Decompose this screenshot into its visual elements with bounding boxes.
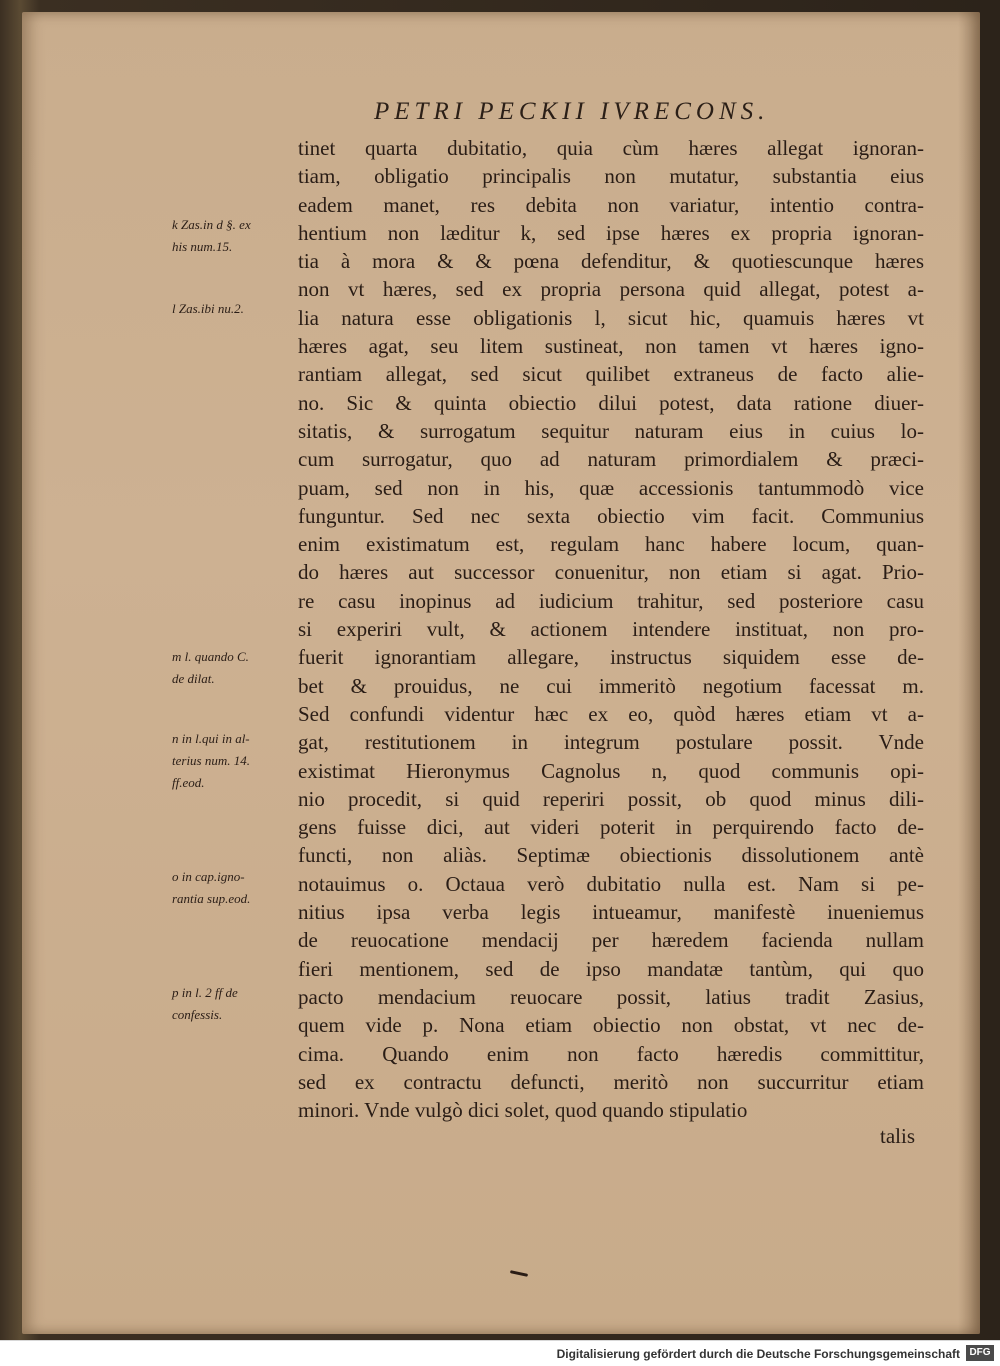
text-line: sed ex contractu defuncti, meritò non succurritur etiam [298, 1069, 924, 1094]
running-head: PETRI PECKII IVRECONS. [374, 98, 770, 125]
text-line: do hæres aut successor conuenitur, non etiam si agat. Prio- [298, 560, 924, 585]
margin-note-line: his num.15. [172, 239, 233, 254]
margin-note-o [172, 866, 308, 910]
margin-note-line: l Zas.ibi nu.2. [172, 301, 244, 316]
body-text [298, 134, 924, 1124]
text-line: cum surrogatur, quo ad naturam primordialem & præci- [298, 447, 924, 472]
margin-note-line: k Zas.in d §. ex [172, 217, 251, 232]
text-line: nio procedit, si quid reperiri possit, ob quod minus dili- [298, 786, 924, 811]
margin-note-l [172, 298, 308, 320]
text-line: de reuocatione mendacij per hæredem facienda nullam [298, 928, 924, 953]
margin-note-k [172, 214, 308, 258]
footer-bar [0, 1340, 1000, 1366]
text-line: cima. Quando enim non facto hæredis committitur, [298, 1041, 924, 1066]
margin-note-m [172, 646, 308, 690]
footer-credit: Digitalisierung gefördert durch die Deutsche Forschungsgemeinschaft [556, 1347, 960, 1361]
text-line: funguntur. Sed nec sexta obiectio vim facit. Communius [298, 503, 924, 528]
margin-note-line: terius num. 14. [172, 753, 250, 768]
text-line: hæres agat, seu litem sustineat, non tamen vt hæres igno- [298, 334, 924, 359]
text-line: quem vide p. Nona etiam obiectio non obstat, vt nec de- [298, 1013, 924, 1038]
margin-note-line: rantia sup.eod. [172, 891, 251, 906]
text-line: lia natura esse obligationis l, sicut hic, quamuis hæres vt [298, 305, 924, 330]
margin-note-line: o in cap.igno- [172, 869, 245, 884]
text-line: non vt hæres, sed ex propria persona quid allegat, potest a- [298, 277, 924, 302]
text-line: enim existimatum est, regulam hanc habere locum, quan- [298, 532, 924, 557]
text-line: tia à mora & & pœna defenditur, & quotiescunque hæres [298, 249, 924, 274]
text-line: Sed confundi videntur hæc ex eo, quòd hæres etiam vt a- [298, 701, 924, 726]
text-line: pacto mendacium reuocare possit, latius tradit Zasius, [298, 984, 924, 1009]
margin-note-line: p in l. 2 ff de [172, 985, 238, 1000]
text-line: functi, non aliàs. Septimæ obiectionis dissolutionem antè [298, 843, 924, 868]
text-line: sitatis, & surrogatum sequitur naturam eius in cuius lo- [298, 418, 924, 443]
text-line: hentium non læditur k, sed ipse hæres ex propria ignoran- [298, 220, 924, 245]
margin-note-line: ff.eod. [172, 775, 205, 790]
text-line: bet & prouidus, ne cui immeritò negotium facessat m. [298, 673, 924, 698]
text-line: notauimus o. Octaua verò dubitatio nulla est. Nam si pe- [298, 871, 924, 896]
text-line: gat, restitutionem in integrum postulare possit. Vnde [298, 730, 924, 755]
dfg-logo-icon: DFG [966, 1345, 994, 1361]
margin-note-line: confessis. [172, 1007, 223, 1022]
text-line: puam, sed non in his, quæ accessionis tantummodò vice [298, 475, 924, 500]
margin-note-n [172, 728, 308, 794]
margin-note-p [172, 982, 308, 1026]
text-line: si experiri vult, & actionem intendere instituat, non pro- [298, 617, 924, 642]
text-line: re casu inopinus ad iudicium trahitur, sed posteriore casu [298, 588, 924, 613]
text-line: fuerit ignorantiam allegare, instructus siquidem esse de- [298, 645, 924, 670]
margin-note-line: m l. quando C. [172, 649, 249, 664]
catchword: talis [880, 1124, 915, 1148]
text-line: nitius ipsa verba legis intueamur, manifestè inueniemus [298, 900, 924, 925]
text-line: no. Sic & quinta obiectio dilui potest, data ratione diuer- [298, 390, 924, 415]
margin-note-line: de dilat. [172, 671, 215, 686]
text-line: gens fuisse dici, aut videri poterit in perquirendo facto de- [298, 815, 924, 840]
text-line: tinet quarta dubitatio, quia cùm hæres allegat ignoran- [298, 136, 924, 160]
text-line: fieri mentionem, sed de ipso mandatæ tantùm, qui quo [298, 956, 924, 981]
text-line: minori. Vnde vulgò dici solet, quod quando stipulatio [298, 1098, 748, 1123]
margin-note-line: n in l.qui in al- [172, 731, 250, 746]
text-line: eadem manet, res debita non variatur, intentio contra- [298, 192, 924, 217]
text-line: existimat Hieronymus Cagnolus n, quod communis opi- [298, 758, 924, 783]
text-line: rantiam allegat, sed sicut quilibet extraneus de facto alie- [298, 362, 924, 387]
text-line: tiam, obligatio principalis non mutatur, substantia eius [298, 164, 924, 189]
